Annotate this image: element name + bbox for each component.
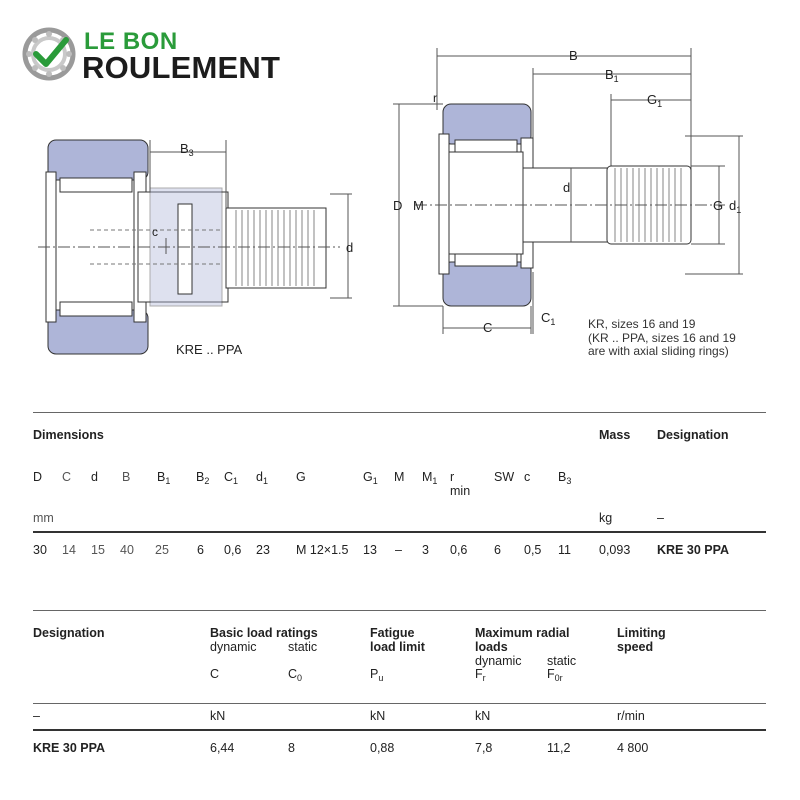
right-d1-label: $d_1$: [729, 198, 742, 215]
val-M1: 3: [422, 543, 429, 557]
col-C: C: [62, 470, 72, 484]
right-D-label: D: [393, 198, 403, 213]
table2-unit-rpm: r/min: [617, 709, 645, 723]
right-d-label: d: [563, 180, 571, 195]
val-r: 0,6: [450, 543, 468, 557]
col-SW: SW: [494, 470, 515, 484]
table2-unit-kN3: kN: [475, 709, 491, 723]
col-M1: $M_1$: [422, 470, 438, 486]
left-c-label: c: [152, 225, 158, 239]
right-G-label: G: [713, 198, 724, 213]
logo: [22, 26, 302, 86]
val-D: 30: [33, 543, 47, 557]
val-C: 14: [62, 543, 76, 557]
table2-maxradial-header2: loads: [475, 640, 508, 654]
t2-Pu: 0,88: [370, 741, 395, 755]
val-B: 40: [120, 543, 134, 557]
sym-C0: $C_0$: [288, 667, 303, 683]
right-b1-label: $B_1$: [605, 67, 619, 84]
sym-Pu: $P_u$: [370, 667, 384, 683]
val-c: 0,5: [524, 543, 542, 557]
col-M: M: [394, 470, 405, 484]
right-note-line2: (KR .. PPA, sizes 16 and 19: [588, 330, 736, 345]
right-M-label: M: [413, 198, 424, 213]
sym-F0r: $F_{0r}$: [547, 667, 563, 683]
val-C1: 0,6: [224, 543, 242, 557]
col-B2: $B_2$: [196, 470, 210, 486]
col-d: d: [91, 470, 98, 484]
left-bearing-drawing: [30, 130, 370, 360]
col-D: D: [33, 470, 43, 484]
table1-top-rule: [33, 412, 766, 413]
table2-limiting-header1: Limiting: [617, 626, 666, 640]
right-C-label: C: [483, 320, 493, 335]
right-note-line1: KR, sizes 16 and 19: [588, 317, 696, 331]
col-r: r: [450, 470, 455, 484]
col-c: c: [524, 470, 531, 484]
left-d-label: d: [346, 240, 354, 255]
table2-top-rule: [33, 610, 766, 611]
val-B3: 11: [558, 543, 571, 557]
logo-line1: LE BON: [84, 28, 178, 55]
val-designation: KRE 30 PPA: [657, 543, 730, 557]
t2-Fr: 7,8: [475, 741, 493, 755]
col-C1: $C_1$: [224, 470, 239, 486]
table1-mass-header: Mass: [599, 428, 631, 442]
right-C1-label: $C_1$: [541, 310, 556, 327]
col-r-min: min: [450, 484, 471, 498]
right-note: [588, 318, 736, 359]
table2-maxradial-static: static: [547, 654, 577, 668]
t2-designation: KRE 30 PPA: [33, 741, 106, 755]
table1-unit-dash: –: [657, 511, 664, 525]
val-M: –: [395, 543, 402, 557]
table2-unit-kN1: kN: [210, 709, 226, 723]
logo-line2: ROULEMENT: [82, 50, 281, 85]
table1-unit-kg: kg: [599, 511, 613, 525]
val-d: 15: [91, 543, 105, 557]
right-b-label: B: [569, 48, 578, 63]
right-note-line3: are with axial sliding rings): [588, 344, 729, 358]
table1-dimensions-header: Dimensions: [33, 428, 104, 442]
table2-unit-kN2: kN: [370, 709, 386, 723]
t2-speed: 4 800: [617, 741, 649, 755]
col-B1: $B_1$: [157, 470, 171, 486]
val-G: M 12×1.5: [296, 543, 349, 557]
right-g1-label: $G_1$: [647, 92, 663, 109]
sym-C: C: [210, 667, 220, 681]
table2-dynamic-label: dynamic: [210, 640, 257, 654]
bearing-check-icon: [22, 26, 78, 82]
table2-limiting-header2: speed: [617, 640, 654, 654]
left-b3-label: $B_3$: [180, 141, 194, 158]
t2-C0: 8: [288, 741, 295, 755]
col-G1: $G_1$: [363, 470, 378, 486]
val-G1: 13: [363, 543, 377, 557]
table2-maxradial-dynamic: dynamic: [475, 654, 522, 668]
right-r-label: r: [433, 91, 437, 105]
table2-maxradial-header1: Maximum radial: [475, 626, 570, 640]
table2-designation-header: Designation: [33, 626, 105, 640]
table1-designation-header: Designation: [657, 428, 729, 442]
col-G: G: [296, 470, 306, 484]
val-B2: 6: [197, 543, 204, 557]
col-B: B: [122, 470, 131, 484]
col-B3: $B_3$: [558, 470, 572, 486]
col-d1: $d_1$: [256, 470, 268, 486]
table2-fatigue-header1: Fatigue: [370, 626, 415, 640]
table1-mid-rule: [33, 531, 766, 533]
table2-static-label: static: [288, 640, 318, 654]
table2-mid-rule: [33, 729, 766, 731]
val-SW: 6: [494, 543, 501, 557]
val-mass: 0,093: [599, 543, 631, 557]
table1-unit-mm: mm: [33, 511, 54, 525]
t2-C: 6,44: [210, 741, 235, 755]
t2-F0r: 11,2: [547, 741, 571, 755]
right-bearing-drawing: [385, 40, 755, 340]
val-d1: 23: [256, 543, 270, 557]
table2-unit-dash: –: [33, 709, 40, 723]
val-B1: 25: [155, 543, 169, 557]
table2-basic-load-header: Basic load ratings: [210, 626, 318, 640]
sym-Fr: $F_r$: [475, 667, 486, 683]
left-caption: KRE .. PPA: [176, 342, 243, 357]
table2-fatigue-header2: load limit: [370, 640, 425, 654]
table2-unit-rule: [33, 703, 766, 704]
